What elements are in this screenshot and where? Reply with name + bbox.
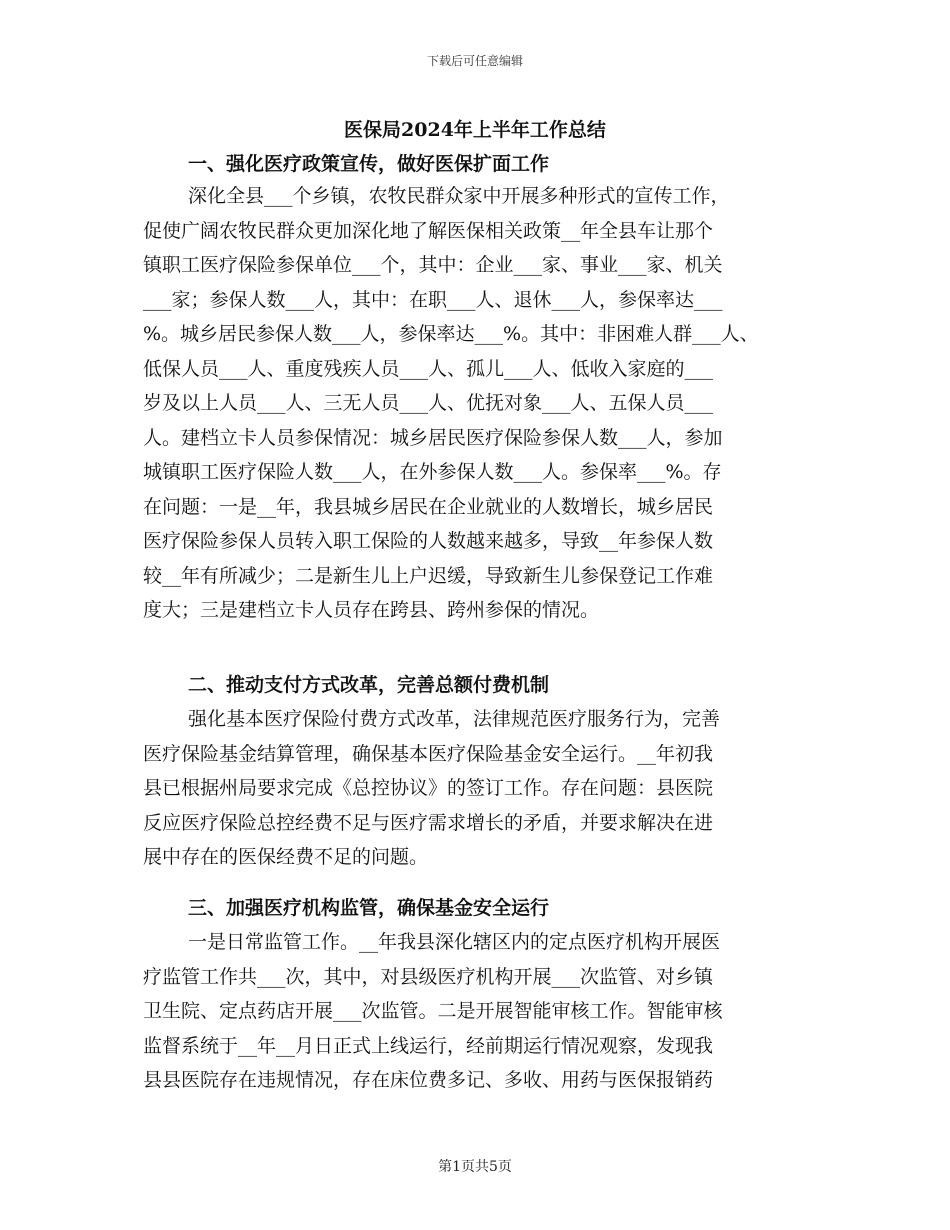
text-line: 强化基本医疗保险付费方式改革，法律规范医疗服务行为，完善 <box>188 708 721 730</box>
section-2-paragraph <box>143 702 823 875</box>
text-line: 县已根据州局要求完成《总控协议》的签订工作。存在问题：县医院 <box>143 777 714 799</box>
section-heading-1: 一、强化医疗政策宣传，做好医保扩面工作 <box>188 153 550 175</box>
section-heading-3: 三、加强医疗机构监管，确保基金安全运行 <box>188 897 550 919</box>
text-line: 监督系统于__年__月日正式上线运行，经前期运行情况观察，发现我 <box>143 1034 714 1057</box>
document-title: 医保局2024年上半年工作总结 <box>344 119 606 141</box>
text-line: ___家；参保人数___人，其中：在职___人、退休___人，参保率达___ <box>143 288 723 311</box>
text-line: 镇职工医疗保险参保单位___个，其中：企业___家、事业___家、机关 <box>143 254 723 276</box>
section-1-paragraph <box>143 179 823 628</box>
text-line: 低保人员___人、重度残疾人员___人、孤儿___人、低收入家庭的___ <box>143 357 714 380</box>
page-header-note: 下载后可任意编辑 <box>426 54 523 68</box>
text-line: 疗监管工作共___次，其中，对县级医疗机构开展___次监管、对乡镇 <box>143 965 714 988</box>
text-line: 医疗保险基金结算管理，确保基本医疗保险基金安全运行。__年初我 <box>143 742 714 765</box>
text-line: 城镇职工医疗保险人数___人，在外参保人数___人。参保率___%。存 <box>143 461 722 483</box>
text-line: 展中存在的医保经费不足的问题。 <box>143 846 429 868</box>
text-line: 深化全县___个乡镇，农牧民群众家中开展多种形式的宣传工作， <box>188 185 730 207</box>
text-line: 促使广阔农牧民群众更加深化地了解医保相关政策__年全县车让那个 <box>143 219 714 242</box>
text-line: 一是日常监管工作。__年我县深化辖区内的定点医疗机构开展医 <box>188 931 721 953</box>
text-line: 岁及以上人员___人、三无人员___人、优抚对象___人、五保人员___ <box>143 392 714 414</box>
page-number: 第1页共5页 <box>438 1159 512 1175</box>
text-line: 较__年有所减少；二是新生儿上户迟缓，导致新生儿参保登记工作难 <box>143 564 714 587</box>
text-line: %。城乡居民参保人数___人，参保率达___%。其中：非困难人群___人、 <box>143 323 759 345</box>
text-line: 人。建档立卡人员参保情况：城乡居民医疗保险参保人数___人，参加 <box>143 426 723 449</box>
text-line: 反应医疗保险总控经费不足与医疗需求增长的矛盾，并要求解决在进 <box>143 811 714 834</box>
text-line: 度大；三是建档立卡人员存在跨县、跨州参保的情况。 <box>143 599 600 621</box>
text-line: 卫生院、定点药店开展___次监管。二是开展智能审核工作。智能审核 <box>143 1000 723 1022</box>
text-line: 在问题：一是__年，我县城乡居民在企业就业的人数增长，城乡居民 <box>143 495 714 518</box>
section-heading-2: 二、推动支付方式改革，完善总额付费机制 <box>188 674 550 696</box>
section-3-paragraph <box>143 925 823 1098</box>
text-line: 医疗保险参保人员转入职工保险的人数越来越多，导致__年参保人数 <box>143 530 714 552</box>
text-line: 县县医院存在违规情况，存在床位费多记、多收、用药与医保报销药 <box>143 1069 714 1091</box>
